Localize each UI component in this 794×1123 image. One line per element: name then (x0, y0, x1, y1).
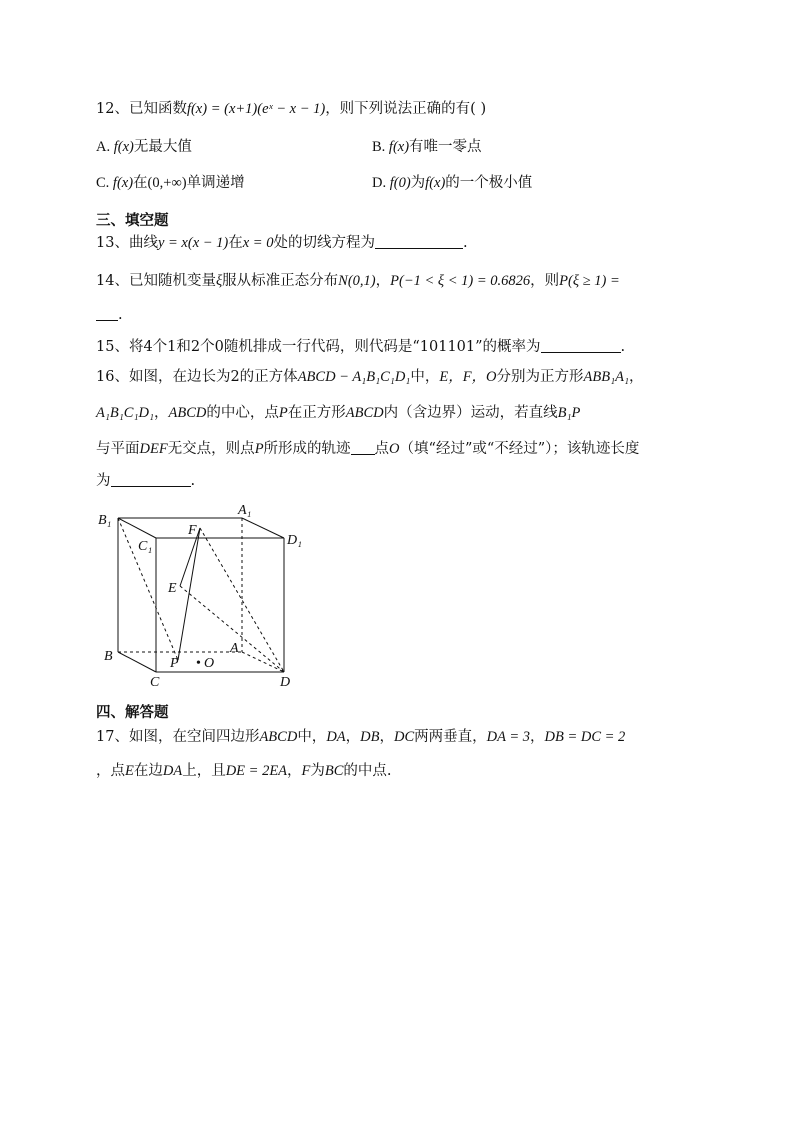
q16-point-o: O (389, 441, 400, 457)
label-c: C (150, 675, 160, 690)
q14-comma: ， (375, 273, 391, 289)
option-a-text: 无最大值 (133, 139, 192, 155)
q16-plane-def: DEF (139, 441, 168, 457)
label-e: E (168, 581, 177, 596)
q14-period: . (118, 307, 123, 323)
q13 (96, 232, 468, 254)
q16-motion-text: 内（含边界）运动，若直线 (383, 405, 558, 421)
label-a: A (230, 641, 239, 656)
q15 (96, 336, 625, 358)
section-3-heading: 三、填空题 (96, 213, 169, 229)
q16-square-abcd-2: ABCD (345, 405, 384, 421)
option-b-text: 有唯一零点 (409, 139, 482, 155)
option-c-text: 单调递增 (186, 175, 245, 191)
q13-mid: 在 (228, 235, 243, 251)
q14-prefix: 14、已知随机变量 (96, 273, 216, 289)
q13-point: x = 0 (242, 235, 274, 251)
q16-line-3 (96, 438, 639, 460)
q12-function-formula: f(x) = (x+1)(eˣ − x − 1) (186, 101, 326, 117)
q17-prefix: 17、如图，在空间四边形 (96, 729, 260, 745)
q16-no-intersection: 无交点，则点 (167, 441, 255, 457)
q15-answer-blank[interactable] (541, 336, 621, 353)
edge-ad-hidden (242, 652, 284, 672)
q16-wei: 为 (96, 473, 111, 489)
q16-cube: ABCD − A₁B₁C₁D₁ (297, 369, 411, 385)
q15-text: 15、将4个1和2个0随机排成一行代码，则代码是“101101”的概率为 (96, 339, 541, 355)
option-d-formula-2: f(x) (425, 175, 446, 191)
q17-comma-3: ， (530, 729, 545, 745)
option-c-interval: (0,+∞) (147, 175, 187, 191)
q16-square-a1b1c1d1: A₁B₁C₁D₁ (96, 405, 155, 421)
q16-trajectory: 所形成的轨迹 (263, 441, 351, 457)
q13-prefix: 13、曲线 (96, 235, 158, 251)
option-c-mid: 在 (133, 175, 148, 191)
q17-mid: 中， (297, 729, 327, 745)
q17-line-1 (96, 726, 625, 748)
label-a1: A₁ (238, 504, 252, 518)
q14-mid: 服从标准正态分布 (222, 273, 339, 289)
label-c1: C₁ (138, 539, 153, 554)
q12-stem (96, 98, 486, 120)
q16-in-square: 在正方形 (287, 405, 346, 421)
option-d-formula: f(0) (389, 175, 411, 191)
q14-distribution: N(0,1) (338, 273, 376, 289)
q13-answer-blank[interactable] (375, 232, 463, 249)
q13-period: . (462, 235, 468, 251)
cube-figure (92, 504, 322, 694)
q14-xi: ξ (215, 273, 223, 289)
q16-line-1 (96, 366, 644, 388)
q17-line-2 (96, 760, 392, 782)
q17-comma-2: ， (379, 729, 394, 745)
q17-midpoint: 的中点. (343, 763, 392, 779)
q15-period: . (620, 339, 626, 355)
edge-bc (118, 652, 156, 672)
q12-option-a (96, 136, 192, 158)
label-f: F (188, 523, 197, 538)
option-d-mid: 为 (410, 175, 426, 191)
q17-on-edge: 在边 (133, 763, 163, 779)
option-c-label: C. (96, 175, 113, 191)
q16-plane-prefix: 与平面 (96, 441, 140, 457)
q14-then: ，则 (530, 273, 560, 289)
q16-fill-hint: （填“经过”或“不经过”）；该轨迹长度 (399, 441, 640, 457)
q17-da: DA (326, 729, 346, 745)
q16-answer-blank-2[interactable] (111, 470, 191, 487)
q16-square-abb1a1: ABB₁A₁ (583, 369, 630, 385)
q16-answer-blank-1[interactable] (351, 438, 375, 455)
q17-e: E (125, 763, 134, 779)
q12-option-b (372, 136, 482, 158)
q17-db-dc-eq: DB = DC = 2 (544, 729, 626, 745)
line-fp (178, 528, 200, 660)
label-d1: D₁ (287, 533, 302, 548)
section-4-heading: 四、解答题 (96, 705, 169, 721)
q16-line-b1p: B₁P (557, 405, 581, 421)
q16-points-efo: E，F，O (439, 369, 497, 385)
q14-probability: P(−1 < ξ < 1) = 0.6826 (390, 273, 531, 289)
q17-da-eq: DA = 3 (486, 729, 531, 745)
label-b1: B₁ (98, 513, 112, 528)
point-o-dot: • (196, 656, 201, 671)
q16-comma-2: ， (154, 405, 169, 421)
q14-ask: P(ξ ≥ 1) = (559, 273, 620, 289)
q17-comma-1: ， (345, 729, 361, 745)
q16-comma-1: ， (629, 369, 644, 385)
q16-point-p: P (278, 405, 288, 421)
q17-bc: BC (324, 763, 344, 779)
q16-point-p-2: P (254, 441, 264, 457)
option-c-formula: f(x) (112, 175, 134, 191)
q16-dian: 点 (374, 441, 390, 457)
q17-f: F (301, 763, 311, 779)
q17-comma-4: ， (287, 763, 302, 779)
q14 (96, 270, 620, 292)
q17-dc: DC (394, 729, 415, 745)
q16-period: . (190, 473, 196, 489)
q12-stem-suffix: ，则下列说法正确的有( ) (325, 101, 487, 117)
q17-point-prefix: ，点 (96, 763, 125, 779)
option-b-formula: f(x) (388, 139, 410, 155)
option-a-label: A. (96, 139, 114, 155)
q13-curve-formula: y = x(x − 1) (157, 235, 229, 251)
q16-line-2 (96, 402, 580, 424)
edge-b1c1 (118, 518, 156, 538)
label-d: D (280, 675, 291, 690)
q16-prefix: 16、如图，在边长为2的正方体 (96, 369, 298, 385)
option-a-formula: f(x) (113, 139, 134, 155)
q17-db: DB (360, 729, 380, 745)
q17-abcd: ABCD (259, 729, 298, 745)
q17-is: 为 (310, 763, 325, 779)
option-b-label: B. (372, 139, 389, 155)
q16-line-4 (96, 470, 195, 492)
q12-stem-prefix: 12、已知函数 (96, 101, 187, 117)
option-d-label: D. (372, 175, 390, 191)
q17-de-eq: DE = 2EA (225, 763, 288, 779)
option-d-text: 的一个极小值 (445, 175, 533, 191)
q12-option-d (372, 172, 532, 194)
q17-and: 上，且 (182, 763, 226, 779)
q12-option-c (96, 172, 245, 194)
q14-answer-blank[interactable] (96, 304, 118, 321)
edge-a1d1 (242, 518, 284, 538)
label-p: P (170, 656, 179, 671)
label-b: B (104, 649, 113, 664)
q16-square-abcd: ABCD (168, 405, 207, 421)
q17-da-2: DA (162, 763, 183, 779)
q13-suffix: 处的切线方程为 (273, 235, 375, 251)
q14-answer-line (96, 304, 123, 326)
q16-suffix: 分别为正方形 (496, 369, 584, 385)
label-o: O (204, 656, 215, 671)
q16-mid: 中， (410, 369, 440, 385)
q17-perpendicular: 两两垂直， (414, 729, 487, 745)
q16-center-text: 的中心，点 (206, 405, 279, 421)
